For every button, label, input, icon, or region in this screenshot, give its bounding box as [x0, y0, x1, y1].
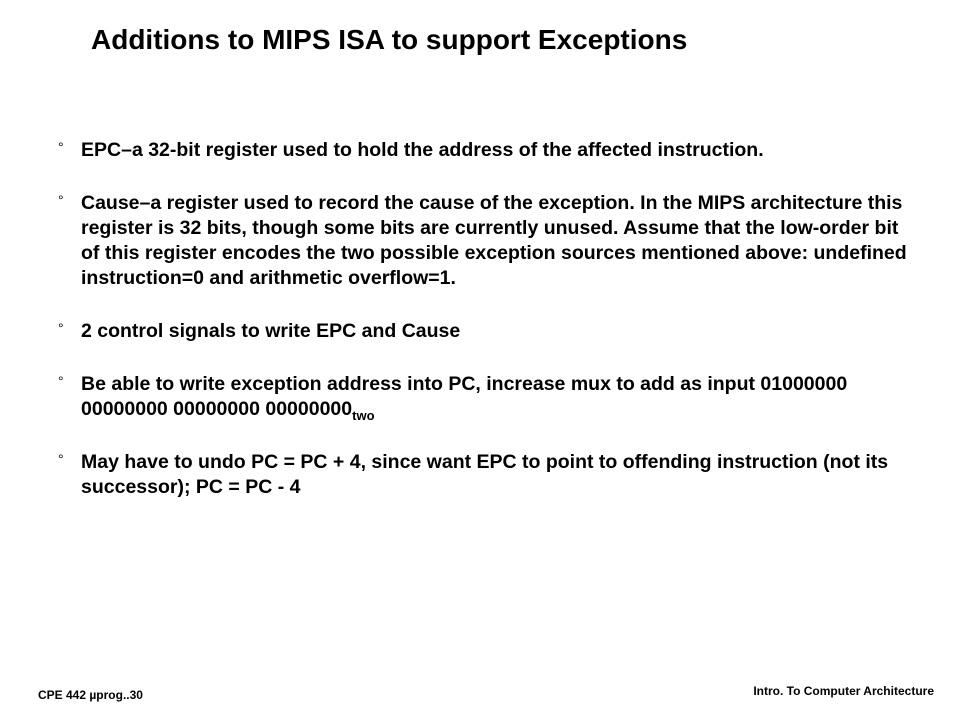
slide-title: Additions to MIPS ISA to support Exceptions	[91, 24, 688, 55]
bullet-item	[58, 191, 918, 291]
subscript-two: two	[352, 408, 375, 423]
bullet-list	[58, 138, 918, 500]
bullet-marker-icon: °	[58, 139, 64, 155]
bullet-text: May have to undo PC = PC + 4, since want EPC to point to offending instruction (not its successor); PC = PC - 4	[81, 451, 889, 498]
bullet-item	[58, 319, 918, 344]
bullet-item	[58, 138, 918, 163]
bullet-text: Be able to write exception address into PC, increase mux to add as input 01000000 00000000 00000000 00000000	[81, 373, 848, 420]
bullet-marker-icon: °	[58, 192, 64, 208]
bullet-text: Cause–a register used to record the cause of the exception. In the MIPS architecture this register is 32 bits, though some bits are currently unused. Assume that the low-order bit of this register encodes the two possible exception sources mentioned above: undefined instruction=0 and arithmetic overflow=1.	[81, 192, 907, 289]
bullet-text: 2 control signals to write EPC and Cause	[81, 320, 461, 342]
footer-course-title: Intro. To Computer Architecture	[753, 684, 934, 698]
footer-course-label: CPE 442 µprog..30	[38, 688, 143, 702]
bullet-marker-icon: °	[58, 320, 64, 336]
bullet-text: EPC–a 32-bit register used to hold the address of the affected instruction.	[81, 139, 764, 161]
bullet-item	[58, 450, 918, 500]
bullet-item	[58, 372, 918, 422]
bullet-marker-icon: °	[58, 373, 64, 389]
bullet-marker-icon: °	[58, 451, 64, 467]
